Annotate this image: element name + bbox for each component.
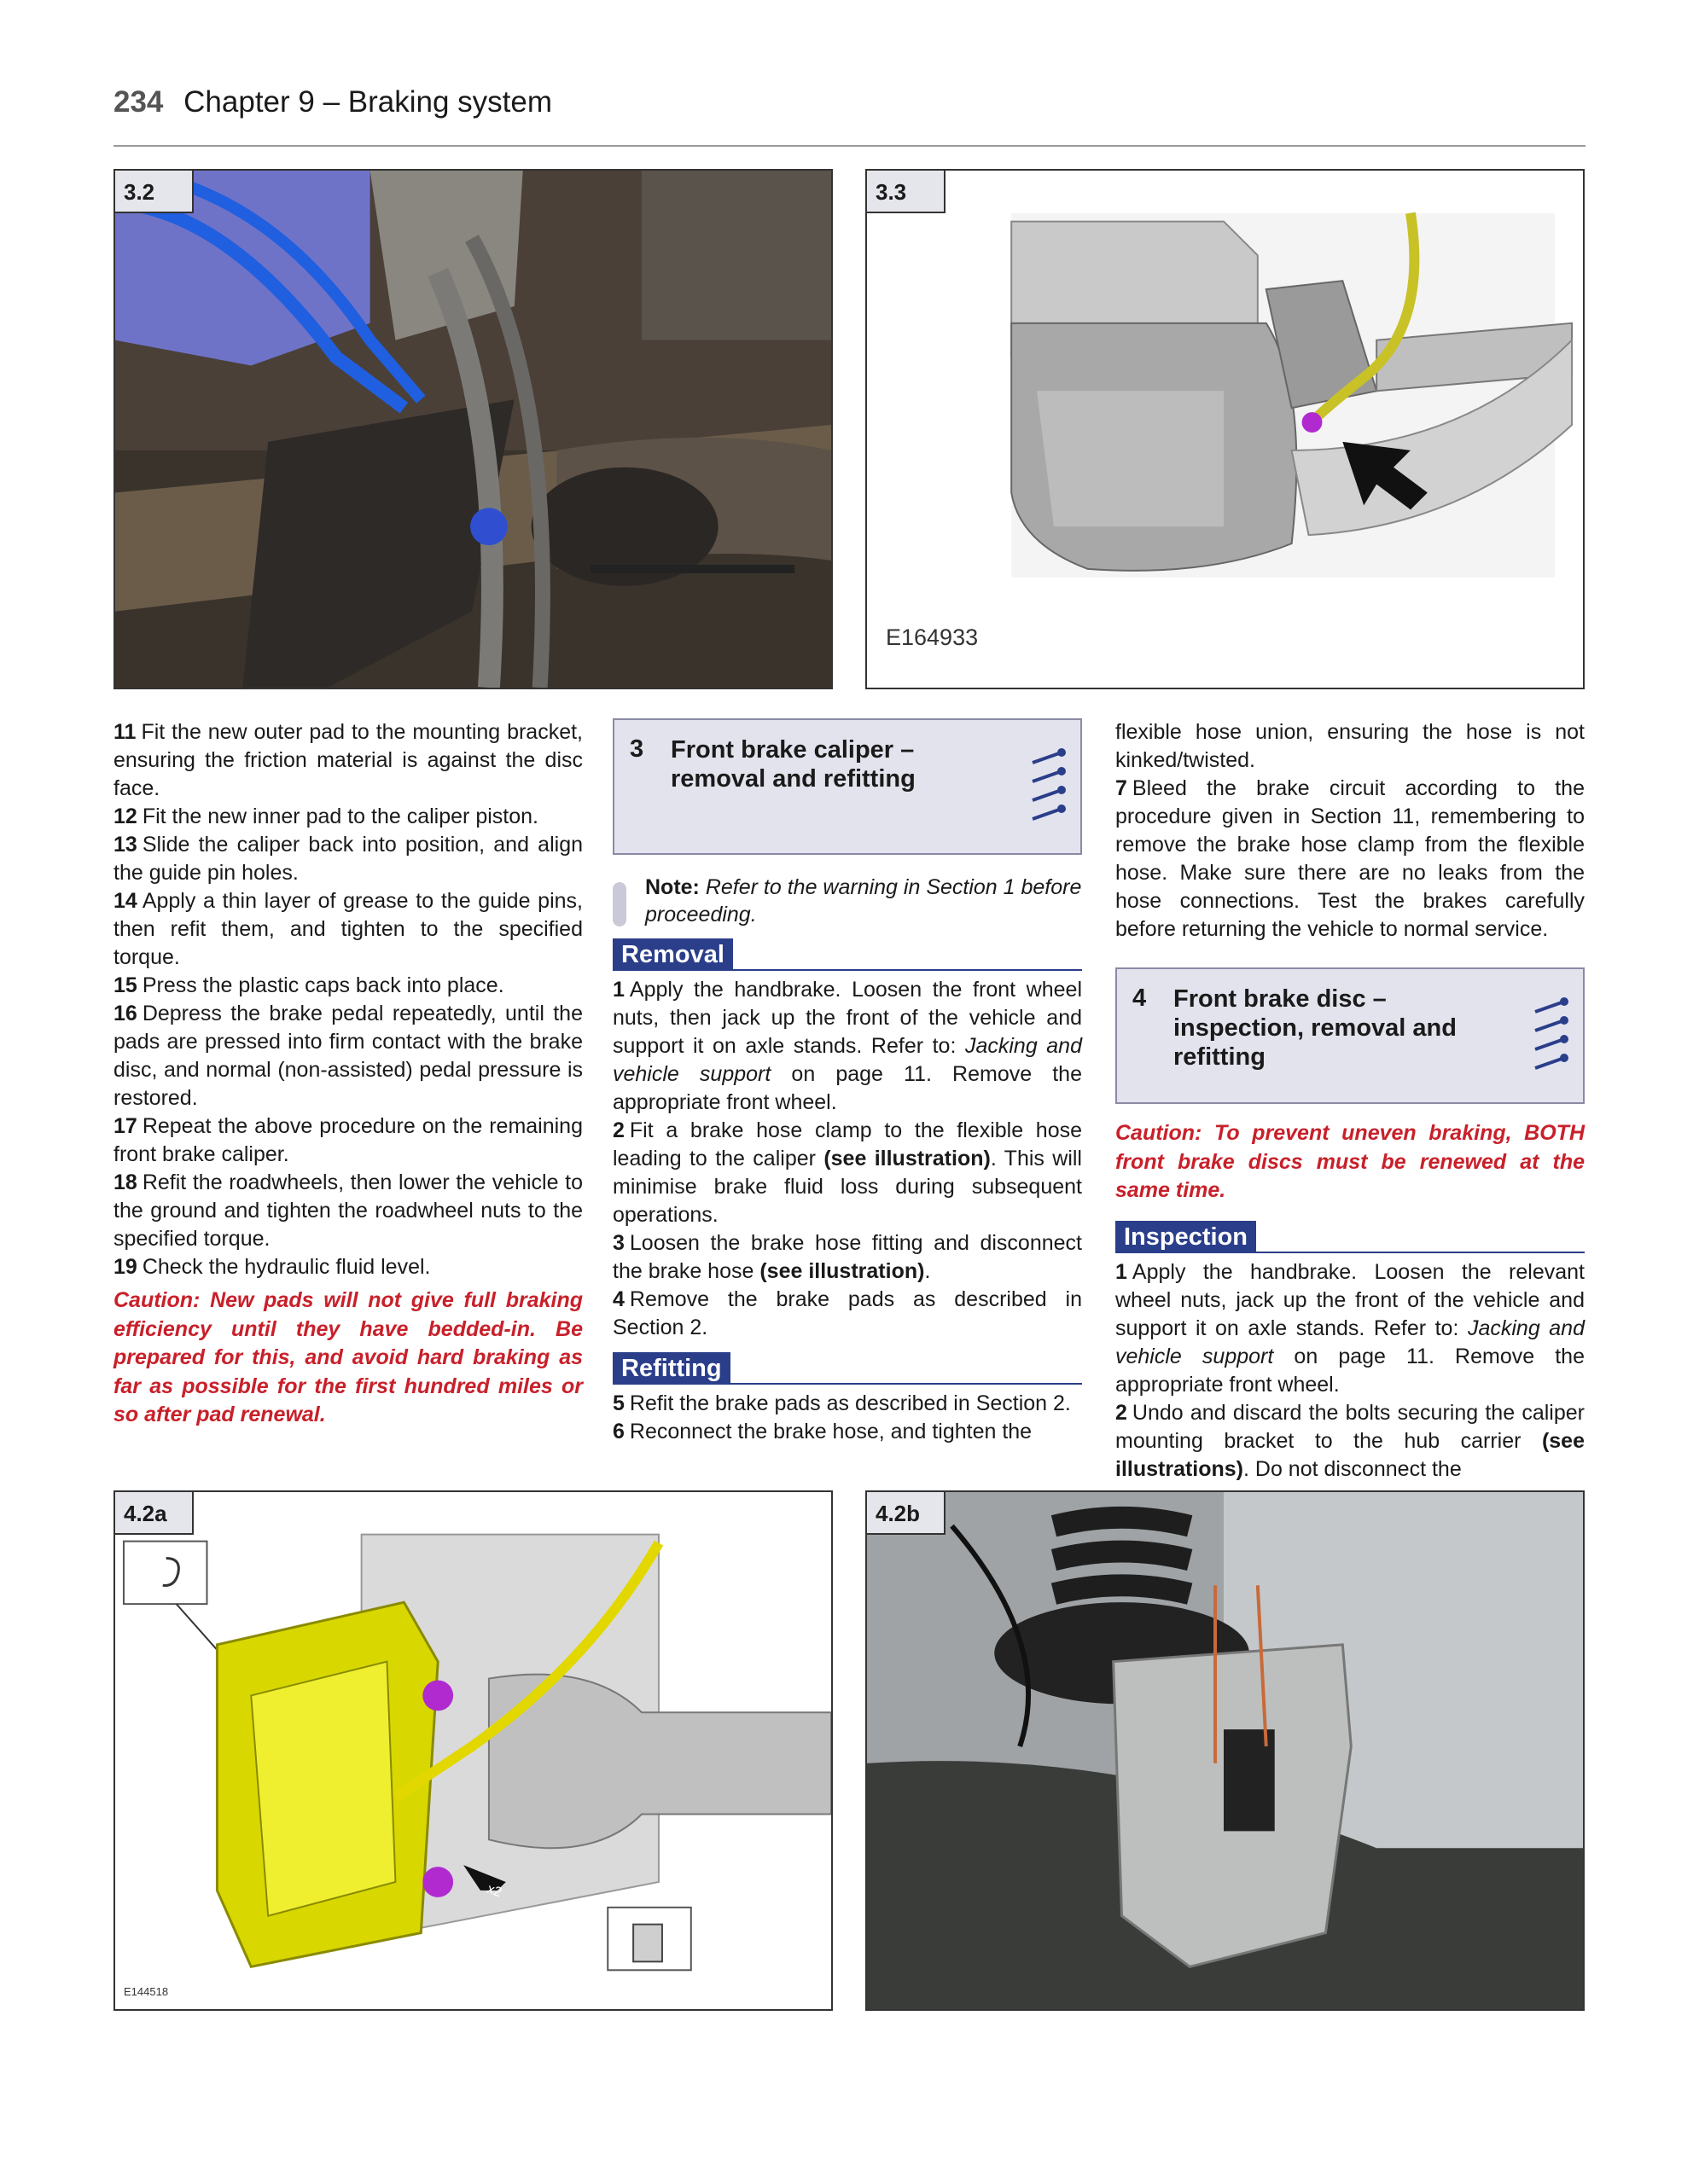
note-marker [613,882,626,926]
inspection-step-1: 1 Apply the handbrake. Loosen the relevant wheel nuts, jack up the front of the vehicle and support it on axle stands. Refer to: Jacking and vehicle support on page 11. Remove the appropriate front wheel. [1115,1259,1585,1397]
section-number: 4 [1132,985,1147,1012]
section-title: Front brake caliper – removal and refitting [671,736,916,793]
step-13: 13 Slide the caliper back into position, and align the guide pin holes. [113,833,583,885]
step-12: 12 Fit the new inner pad to the caliper piston. [113,804,538,828]
note-box [613,874,1082,928]
section-number: 3 [630,735,644,763]
figure-label: 3.2 [115,171,194,213]
section-3-box [613,718,1082,855]
step-15: 15 Press the plastic caps back into place. [113,973,504,997]
section-4-box [1115,967,1585,1104]
caliper-bracket-photo [867,1492,1583,2009]
column-2 [613,718,1082,1446]
step-19: 19 Check the hydraulic fluid level. [113,1255,431,1279]
removal-step-3: 3 Loosen the brake hose fitting and disconnect the brake hose (see illustration). [613,1231,1082,1283]
refitting-heading: Refitting [613,1352,1082,1385]
removal-heading: Removal [613,938,1082,971]
removal-step-1: 1 Apply the handbrake. Loosen the front wheel nuts, then jack up the front of the vehicle and support it on axle stands. Refer to: Jacking and vehicle support on page 11. Remove the appropriate front wheel. [613,978,1082,1114]
figure-4-2b [865,1490,1585,2011]
step-17: 17 Repeat the above procedure on the remaining front brake caliper. [113,1114,583,1166]
figure-3-2 [113,169,833,689]
page-number: 234 [113,85,164,119]
step-14: 14 Apply a thin layer of grease to the guide pins, then refit them, and tighten to the specified torque. [113,889,583,969]
note-text: Refer to the warning in Section 1 before proceeding. [645,875,1082,926]
header-rule [113,145,1586,147]
figure-3-3 [865,169,1585,689]
section-title: Front brake disc – inspection, removal and refitting [1173,985,1457,1071]
step-16: 16 Depress the brake pedal repeatedly, until the pads are pressed into firm contact with the brake disc, and normal (non-assisted) pedal pressure is restored. [113,1002,583,1110]
difficulty-wrench-icon [1027,737,1068,848]
column-3 [1115,718,1585,1484]
figure-code: E144518 [124,1985,169,1998]
page-header [113,85,552,119]
note-label: Note: [645,875,700,899]
chapter-title: Chapter 9 – Braking system [183,85,553,119]
step-7: 7 Bleed the brake circuit according to the procedure given in Section 11, remembering to remove the brake hose clamp from the flexible hose. Make sure there are no leaks from the hose connections. Test the brakes carefully before returning the vehicle to normal service. [1115,776,1585,941]
continued-text: flexible hose union, ensuring the hose is not kinked/twisted. [1115,720,1585,772]
difficulty-wrench-icon [1530,986,1571,1097]
inspection-heading: Inspection [1115,1221,1585,1253]
figure-label: 3.3 [867,171,946,213]
figure-label: 4.2b [867,1492,946,1535]
removal-step-2: 2 Fit a brake hose clamp to the flexible hose leading to the caliper (see illustration). This will minimise brake fluid loss during subsequent operations. [613,1118,1082,1227]
callout-count: x2 [485,1881,504,1901]
removal-step-4: 4 Remove the brake pads as described in Section 2. [613,1287,1082,1339]
caliper-bracket-bolts-illustration [115,1492,831,2009]
inspection-step-2: 2 Undo and discard the bolts securing the caliper mounting bracket to the hub carrier (see illustrations). Do not disconnect the [1115,1400,1585,1481]
caution-text: Caution: To prevent uneven braking, BOTH front brake discs must be renewed at the same time. [1115,1121,1585,1202]
figure-code: E164933 [886,624,979,650]
step-18: 18 Refit the roadwheels, then lower the vehicle to the ground and tighten the roadwheel nuts to the specified torque. [113,1170,583,1251]
figure-4-2a [113,1490,833,2011]
column-1 [113,718,583,1430]
step-11: 11 Fit the new outer pad to the mounting bracket, ensuring the friction material is against the disc face. [113,720,583,800]
figure-label: 4.2a [115,1492,194,1535]
refitting-step-6: 6 Reconnect the brake hose, and tighten the [613,1420,1033,1443]
brake-hose-clamp-photo [115,171,831,688]
caliper-hose-illustration [867,171,1583,688]
refitting-step-5: 5 Refit the brake pads as described in Section 2. [613,1391,1071,1415]
caution-text: Caution: New pads will not give full braking efficiency until they have bedded-in. Be prepared for this, and avoid hard braking as far as possible for the first hundred miles or so after pad renewal. [113,1288,583,1426]
